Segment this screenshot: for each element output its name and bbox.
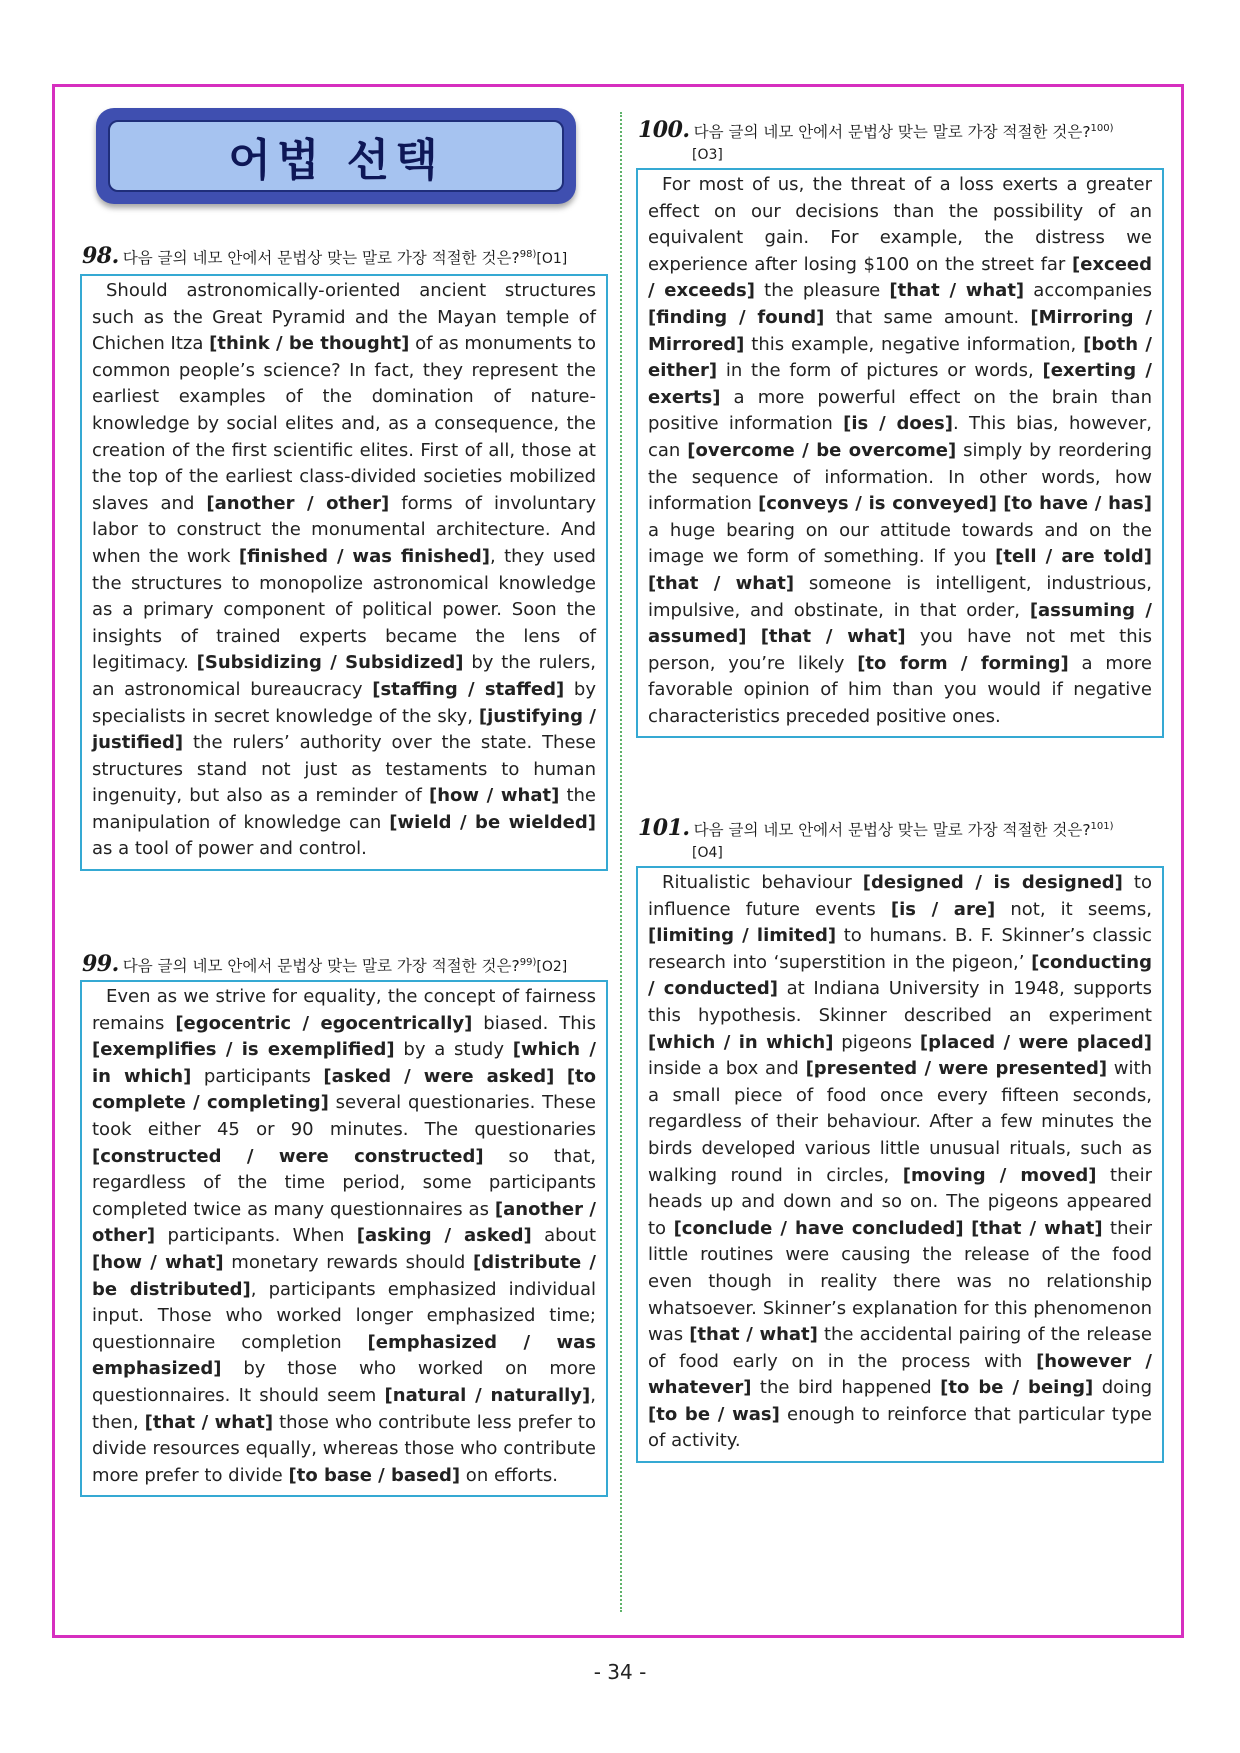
grammar-choice: [to complete / completing] — [92, 1065, 597, 1114]
passage-text: pigeons — [833, 1031, 920, 1053]
footnote-ref: 100) — [1090, 123, 1114, 134]
grammar-choice: [that / what] — [144, 1411, 274, 1433]
grammar-choice: [Mirroring / Mirrored] — [648, 306, 1152, 355]
grammar-choice: [how / what] — [428, 785, 560, 807]
grammar-choice: [assuming / assumed] — [648, 599, 1152, 648]
grammar-choice: [moving / moved] — [902, 1164, 1097, 1186]
grammar-choice: [which / in which] — [648, 1031, 834, 1053]
passage-text: as a tool of power and control. — [92, 838, 367, 860]
grammar-choice: [asking / asked] — [356, 1225, 532, 1247]
passage-text: biased. This — [472, 1012, 596, 1034]
passage-text: those who contribute less prefer to divide resources equally, whereas those who contribute more prefer to divide — [92, 1411, 596, 1486]
grammar-choice: [tell / are told] — [995, 546, 1152, 568]
grammar-choice: [which / in which] — [92, 1039, 596, 1087]
passage-text: , then, — [92, 1384, 596, 1433]
passage-text: to influence future events — [648, 872, 1152, 920]
passage-box — [80, 980, 608, 1497]
question-number: 100. — [638, 117, 690, 144]
section-title-banner — [96, 108, 576, 204]
footnote-ref: 99) — [519, 957, 537, 968]
grammar-choice: [to be / being] — [940, 1377, 1094, 1399]
question-number: 98. — [82, 243, 119, 270]
grammar-choice: [exerting / exerts] — [648, 360, 1152, 408]
passage-text: enough to reinforce that particular type of activity. — [648, 1403, 1152, 1452]
passage-text: that same amount. — [824, 306, 1031, 328]
passage-text: several questionaries. These took either 45 or 90 minutes. The questionaries — [92, 1092, 597, 1140]
passage-text: forms of involuntary labor to construct the monumental architecture. And when the work — [92, 492, 596, 567]
grammar-choice: [designed / is designed] — [862, 872, 1123, 893]
passage-text: doing — [1093, 1377, 1153, 1399]
passage-text: participants. When — [155, 1225, 357, 1247]
passage-box — [636, 168, 1164, 738]
grammar-choice: [to form / forming] — [857, 652, 1069, 674]
grammar-choice: [to have / has] — [1003, 493, 1152, 515]
column-divider — [620, 112, 622, 1612]
page-number: - 34 - — [593, 1660, 647, 1684]
passage-box — [80, 274, 608, 871]
grammar-choice: [distribute / be distributed] — [92, 1251, 596, 1300]
grammar-choice: [conclude / have concluded] — [673, 1217, 964, 1239]
passage-text: , participants emphasized individual input. Those who worked longer emphasized time; questionnaire completion — [92, 1278, 596, 1353]
grammar-choice: [justifying / justified] — [92, 705, 596, 754]
passage-text: accompanies — [1024, 280, 1152, 302]
question-prompt: 다음 글의 네모 안에서 문법상 맞는 말로 가장 적절한 것은? — [122, 249, 520, 268]
passage-text: you have not met this person, you’re likely — [648, 626, 1152, 674]
question-code: [O1] — [536, 251, 568, 268]
grammar-choice: [exceed / exceeds] — [648, 253, 1152, 302]
passage-text: so that, regardless of the time period, some participants completed twice as many questionnaires as — [92, 1145, 596, 1220]
grammar-choice: [both / either] — [648, 333, 1152, 382]
footnote-ref: 101) — [1090, 821, 1114, 832]
passage-text: someone is intelligent, industrious, impulsive, and obstinate, in that order, — [648, 572, 1152, 621]
grammar-choice: [finished / was finished] — [238, 545, 491, 567]
passage-text: their heads up and down and so on. The pigeons appeared to — [648, 1164, 1153, 1239]
passage-text: the pleasure — [755, 280, 890, 302]
grammar-choice: [constructed / were constructed] — [92, 1145, 484, 1167]
grammar-choice: [that / what] — [689, 1324, 818, 1346]
passage-text: the rulers’ authority over the state. These structures stand not just as testaments to human ingenuity, but also as a reminder of — [92, 732, 596, 807]
question-code: [O3] — [692, 147, 723, 164]
question-header — [82, 952, 567, 978]
passage-text: inside a box and — [648, 1058, 806, 1080]
passage-box — [636, 866, 1164, 1463]
grammar-choice: [finding / found] — [648, 306, 825, 328]
grammar-choice: [conveys / is conveyed] — [758, 493, 998, 515]
passage-text: on efforts. — [460, 1464, 558, 1486]
grammar-choice: [wield / be wielded] — [389, 811, 596, 833]
grammar-choice: [another / other] — [206, 492, 390, 514]
grammar-choice: [that / what] — [648, 572, 795, 594]
passage-text: For most of us, the threat of a loss exerts a greater effect on our decisions than the possibility of an equivalent gain. For example, the distress we experience after losing $100 on the street far — [648, 174, 1152, 275]
grammar-choice: [is / does] — [843, 413, 953, 435]
passage-text: Ritualistic behaviour — [662, 872, 863, 893]
passage-text: . This bias, however, can — [648, 413, 1153, 461]
grammar-choice: [limiting / limited] — [648, 925, 837, 947]
grammar-choice: [asked / were asked] — [323, 1065, 555, 1087]
grammar-choice: [presented / were presented] — [805, 1058, 1108, 1080]
passage-text: this example, negative information, — [744, 333, 1084, 355]
passage-text: to humans. B. F. Skinner’s classic research into ‘superstition in the pigeon,’ — [648, 925, 1152, 973]
grammar-choice: [another / other] — [92, 1198, 597, 1247]
question-code: [O4] — [692, 845, 723, 862]
grammar-choice: [emphasized / was emphasized] — [92, 1331, 596, 1380]
grammar-choice: [how / what] — [92, 1251, 224, 1273]
passage-text: by those who worked on more questionnaires. It should seem — [92, 1358, 596, 1406]
passage-text: the bird happened — [751, 1377, 941, 1399]
passage-text: , they used the structures to monopolize astronomical knowledge as a primary component of political power. Soon the insights of trained experts became the lens of legitimacy. — [92, 545, 596, 674]
passage-text: their little routines were causing the release of the food even though in reality there was no relationship whatsoever. Skinner’s explanation for this phenomenon was — [648, 1217, 1152, 1346]
section-title: 어법 선택 — [228, 135, 444, 186]
passage-text: with a small piece of food once every fifteen seconds, regardless of their behaviour. After a few minutes the birds developed various little unusual rituals, such as walking round in circles, — [648, 1058, 1152, 1186]
passage-text — [964, 1218, 971, 1239]
grammar-choice: [placed / were placed] — [919, 1031, 1152, 1053]
grammar-choice: [natural / naturally] — [384, 1384, 591, 1406]
passage-text: not, it seems, — [995, 898, 1152, 920]
passage-text — [746, 626, 760, 647]
grammar-choice: [egocentric / egocentrically] — [175, 1012, 473, 1034]
footnote-ref: 98) — [519, 249, 537, 260]
question-prompt: 다음 글의 네모 안에서 문법상 맞는 말로 가장 적절한 것은? — [122, 957, 520, 976]
question-prompt: 다음 글의 네모 안에서 문법상 맞는 말로 가장 적절한 것은? — [693, 123, 1091, 142]
passage-text: the manipulation of knowledge can — [92, 785, 596, 833]
grammar-choice: [Subsidizing / Subsidized] — [196, 652, 464, 674]
grammar-choice: [to be / was] — [648, 1403, 780, 1425]
passage-text: simply by reordering the sequence of information. In other words, how information — [648, 439, 1153, 515]
question-header — [638, 816, 1114, 864]
question-code: [O2] — [536, 959, 568, 976]
passage-text: at Indiana University in 1948, supports this hypothesis. Skinner described an experiment — [648, 978, 1152, 1026]
question-number: 99. — [82, 951, 119, 978]
question-header — [638, 118, 1114, 166]
grammar-choice: [think / be thought] — [209, 333, 410, 355]
grammar-choice: [to base / based] — [288, 1464, 461, 1486]
passage-text: in the form of pictures or words, — [717, 360, 1043, 382]
question-header — [82, 244, 567, 270]
passage-text: by a study — [394, 1039, 513, 1061]
passage-text: monetary rewards should — [223, 1251, 473, 1273]
grammar-choice: [that / what] — [889, 280, 1025, 302]
question-number: 101. — [638, 815, 690, 842]
grammar-choice: [however / whatever] — [648, 1350, 1152, 1399]
passage-text: about — [531, 1225, 596, 1247]
passage-text: a more powerful effect on the brain than positive information — [648, 386, 1152, 435]
passage-text: by specialists in secret knowledge of the sky, — [92, 678, 596, 727]
passage-text — [554, 1066, 566, 1087]
grammar-choice: [exemplifies / is exemplified] — [92, 1039, 395, 1061]
passage-text: the accidental pairing of the release of food early on in the process with — [648, 1324, 1152, 1372]
grammar-choice: [that / what] — [971, 1217, 1103, 1239]
grammar-choice: [is / are] — [890, 898, 996, 920]
question-prompt: 다음 글의 네모 안에서 문법상 맞는 말로 가장 적절한 것은? — [693, 821, 1091, 840]
passage-text: of as monuments to common people’s science? In fact, they represent the earliest examples of the domination of nature-knowledge by social elites and, as a consequence, the creation of the first scientific elites. First of all, those at the top of the earliest class-divided societies mobilized slaves and — [92, 333, 596, 514]
passage-text: a more favorable opinion of him than you would if negative characteristics preceded positive ones. — [648, 652, 1152, 727]
passage-text: a huge bearing on our attitude towards and on the image we form of something. If you — [648, 519, 1152, 568]
grammar-choice: [overcome / be overcome] — [687, 439, 957, 461]
passage-text: Should astronomically-oriented ancient structures such as the Great Pyramid and the Mayan temple of Chichen Itza — [92, 280, 596, 355]
passage-text: participants — [191, 1065, 324, 1087]
grammar-choice: [conducting / conducted] — [648, 951, 1152, 1000]
passage-text: Even as we strive for equality, the concept of fairness remains — [92, 986, 596, 1034]
section-title-inner — [108, 120, 564, 192]
grammar-choice: [that / what] — [760, 626, 906, 648]
passage-text: by the rulers, an astronomical bureaucracy — [92, 652, 596, 700]
grammar-choice: [staffing / staffed] — [372, 678, 565, 700]
